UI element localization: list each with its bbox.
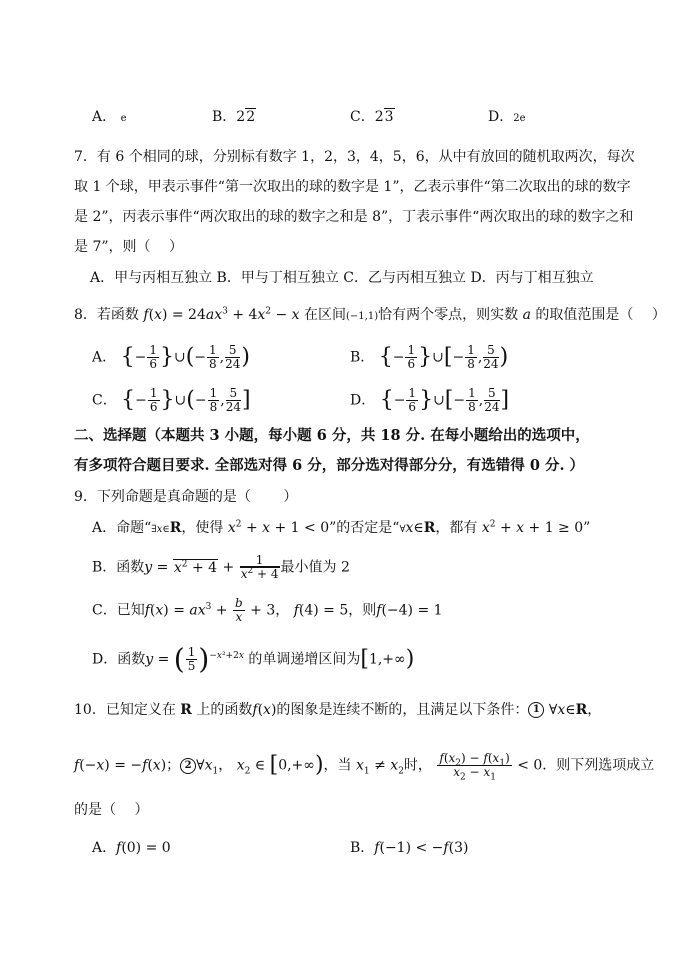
q8-function: f	[143, 307, 149, 323]
q9-a-mid: ，使得	[181, 520, 224, 536]
q8-option-a-label: A．	[92, 349, 117, 366]
q9-option-c[interactable]: C．已知$f(x) = ax^3$ + $\frac{b}{x}$ + 3， f(4) = 5，则f(−4) = 1	[92, 596, 443, 624]
q8-interval: (−1,1)	[346, 311, 379, 322]
q9-c-given: ，	[275, 602, 290, 619]
q10-line2-then: 时，	[403, 757, 432, 774]
q6-option-d[interactable]	[488, 107, 526, 129]
q7-line-4: 是 7”，则（ ）	[74, 239, 183, 255]
q9-c-prefix: C．已知	[92, 602, 145, 619]
q10-option-b[interactable]: B．f(−1) < −f(3)	[350, 840, 469, 856]
q10-line1-suffix: 的图象是连续不断的，且满足以下条件：	[276, 702, 529, 718]
q10-condition-2-marker: 2	[180, 758, 196, 774]
q10-line2-mid: ；	[166, 757, 181, 774]
q8-option-c-label: C．	[92, 392, 117, 409]
q8-option-b-label: B．	[350, 349, 375, 366]
q6-option-d-value: 2e	[513, 113, 526, 124]
q10-condition-1-marker: 1	[528, 702, 544, 718]
q10-line2-end: ．则下列选项成立	[542, 757, 655, 774]
q8-interval-text: 在区间	[304, 307, 347, 323]
q9-d-prefix: D．函数	[92, 651, 146, 668]
q10-option-a[interactable]: A．f(0) = 0	[92, 840, 171, 856]
q6-option-a-label: A．	[92, 109, 117, 125]
q9-d-suffix: 的单调递增区间为	[248, 651, 361, 668]
q9-a-mid2: ，都有	[435, 520, 478, 536]
q10-option-b-label: B．	[350, 840, 375, 856]
q9-a-end: ”	[583, 520, 591, 536]
q6-option-c[interactable]	[350, 107, 395, 127]
q9-option-d[interactable]: D．函数y = ( $\frac{1}{5}$ )$^{-x^2+2x}$ 的单调递增区间为[1,+∞)	[92, 642, 415, 676]
q8-option-d-label: D．	[350, 392, 376, 409]
q9-b-suffix: 最小值为 2	[280, 559, 350, 576]
q10-line2-when: ，当	[323, 757, 352, 774]
q10-line-3: 的是（ ）	[74, 802, 149, 818]
q8-option-a[interactable]: A． {− $\frac{1}{6}$ }∪(− $\frac{1}{8}$ , $\frac{5}{24}$ )	[92, 343, 250, 371]
q10-line-1: 10．已知定义在 R 上的函数f(x)的图象是连续不断的，且满足以下条件： 1 ∀x∈R，	[74, 702, 602, 718]
q9-c-then: ，则	[348, 602, 377, 619]
q7-line-2: 取 1 个球，甲表示事件“第一次取出的球的数字是 1”，乙表示事件“第二次取出的球的数字	[74, 179, 631, 195]
q6-option-a[interactable]	[92, 107, 127, 129]
q10-line-2: f(−x) = −f(x)； 2 $\forall x_1$， $x_2$ ∈ [0,+∞)，当 $x_1 \ne x_2$时， $\frac{f(x_2) - f(x_1)}{x_2 - x_1}$ < 0．则下列选项成立	[74, 751, 655, 783]
q10-option-a-label: A．	[92, 840, 117, 856]
q9-b-prefix: B．函数	[92, 559, 145, 576]
q8-stem: 8．若函数 $f(x) = 24ax^3 + 4x^2 - x$ 在区间(−1,1)恰有两个零点，则实数 a 的取值范围是（ ）	[74, 306, 666, 323]
q6-option-d-label: D．	[488, 109, 514, 125]
q6-option-a-value: e	[120, 113, 127, 124]
q7-options[interactable]: A．甲与丙相互独立 B．甲与丁相互独立 C．乙与丙相互独立 D．丙与丁相互独立	[90, 270, 594, 286]
q7-line-1: 7．有 6 个相同的球，分别标有数字 1，2，3，4，5，6，从中有放回的随机取两次，每次	[74, 149, 635, 165]
q10-line1-mid: 上的函数	[196, 702, 253, 718]
q9-a-neg: ”的否定是“	[329, 520, 400, 536]
q8-option-b[interactable]: B． {− $\frac{1}{6}$ }∪[− $\frac{1}{8}$ , $\frac{5}{24}$ )	[350, 343, 509, 371]
q8-param: a	[522, 307, 531, 323]
q6-option-b-value: 22	[236, 109, 256, 125]
q8-option-d[interactable]: D． {− $\frac{1}{6}$ }∪[− $\frac{1}{8}$ , $\frac{5}{24}$ ]	[350, 386, 510, 414]
q9-option-b[interactable]: B．函数$y = x^2 + 4$ + $\frac{1}{x^2 + 4}$ 最小值为 2	[92, 553, 350, 581]
q8-middle: 恰有两个零点，则实数	[378, 307, 519, 323]
q6-option-c-label: C．	[350, 109, 375, 125]
q10-line1-prefix: 10．已知定义在	[74, 702, 176, 718]
q9-option-a[interactable]: A．命题“∃x∈R，使得 $x^2 + x + 1 < 0$”的否定是“∀x∈R，都有 $x^2 + x + 1 \ge 0$”	[92, 519, 591, 536]
q6-option-c-value: 23	[374, 109, 394, 125]
q8-option-c[interactable]: C． {− $\frac{1}{6}$ }∪(− $\frac{1}{8}$ , $\frac{5}{24}$ ]	[92, 386, 251, 414]
q6-option-b[interactable]	[212, 107, 256, 127]
section2-heading-line-2: 有多项符合题目要求. 全部选对得 6 分，部分选对得部分分，有选错得 0 分. ）	[74, 457, 585, 474]
q6-option-b-label: B．	[212, 109, 237, 125]
q7-line-3: 是 2”，丙表示事件“两次取出的球的数字之和是 8”，丁表示事件“两次取出的球的数字之和	[74, 209, 634, 225]
section2-heading-line-1: 二、选择题（本题共 3 小题，每小题 6 分，共 18 分. 在每小题给出的选项中，	[74, 427, 590, 444]
q8-suffix: 的取值范围是（ ）	[535, 307, 666, 323]
q9-a-prefix: A．命题“	[92, 520, 152, 536]
q9-stem: 9．下列命题是真命题的是（ ）	[74, 489, 298, 505]
q8-prefix: 8．若函数	[74, 307, 139, 323]
